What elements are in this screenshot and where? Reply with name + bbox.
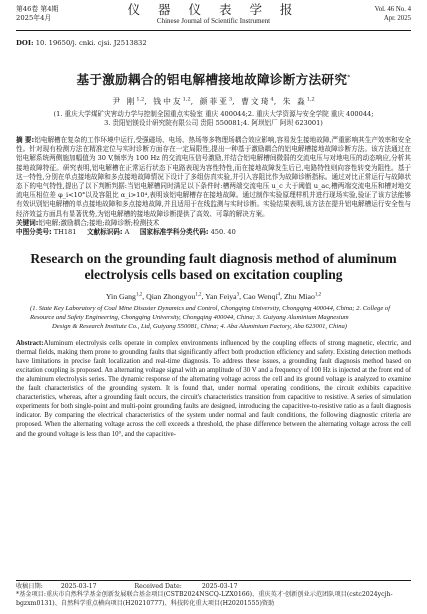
- abstract-cn: [16, 136, 411, 219]
- title-en: [16, 251, 411, 283]
- author-affil-mark: 1,2: [136, 96, 145, 103]
- clc-label: 中图分类号:: [16, 228, 52, 237]
- author-cn: [153, 97, 190, 106]
- footnote: [16, 580, 411, 608]
- affiliation-en-line: (1. State Key Laboratory of Coal Mine Disaster Dynamics and Control, Chongqing University, Chongqing 400044, China;: [30, 305, 355, 313]
- author-name: 曹文琦: [241, 97, 271, 106]
- abstract-cn-text: 铝电解槽在复杂的工作环境中运行,受强磁场、电场、热场等多物理场耦合效应影响,容易发生接地故障,严重影响其生产效率和安全性。针对现有检测方法在精准定位与实时诊断方面存在一定局限性,提出一种基于激励耦合的铝电解槽接地故障诊断方法。该方法通过在铝电解系统两侧施加幅值为 30 V,频率为 100 Hz 的交流电压信号激励,并结合铝电解槽间微弱的交流电压与对地电压的动态响应,分析其接地故障特征。研究表明,铝电解槽在正常运行状态下电路表现为容性特性,而在接地故障发生后已,电路特性则向容性转变为阻性。基于这一特性,分别在单点接地故障和多点接地故障情况下设计了多组仿真实验,并引入容阻比作为故障诊断指标。通过对比正常运行与故障状态下的电气特性,提出了以下判断判据:当铝电解槽同时满足以下条件时:槽两端交流电压 u_c 大于阈值 u_ac,槽两端交流电压和槽对地交流电压相位差 φ_i<10°以及容阻比 α_i>10⁴,表明该铝电解槽存在接地故障。通过制作实验原理样机并进行现场实验,验证了该方法能够有效识别铝电解槽的单点接地故障和多点接地故障,并且适用于在线监测与实时诊断。实验结果表明,该方法在提升铝电解槽运行安全性与经济效益方面具有显著优势,为铝电解槽的接地故障诊断提供了高效、可靠的解决方案。: [16, 136, 411, 218]
- keywords-cn: [16, 219, 411, 228]
- subject-code-label: 国家标准学科分类代码:: [139, 228, 209, 237]
- title-cn-footnote-mark: *: [347, 73, 351, 81]
- journal-name-cn: 仪 器 仪 表 学 报: [127, 2, 300, 17]
- affiliation-cn-line: 3. 贵阳铝镁设计研究院有限公司 贵阳 550081;4. 阿坝铝厂 阿坝 623001): [104, 119, 323, 127]
- date-cn: 2025年4月: [16, 14, 52, 22]
- author-name: Zhu Miao: [283, 292, 315, 302]
- fund-text: 重庆市自然科学基金创新发展联合基金项目(CSTB2024NSCQ-LZX0166)、重庆英才·创新创业示范团队项目(cstc2024ycjh-bgzxm0131)、自然科学重点横向项目(H20210777)、科技转化重大项目(H20201555)资助: [16, 591, 393, 607]
- running-header: [16, 0, 411, 31]
- author-name: 尹 刚: [112, 97, 137, 106]
- received-cn: [16, 583, 115, 590]
- author-affil-mark: 1,2: [314, 292, 322, 298]
- author-affil-mark: 1,2: [182, 96, 191, 103]
- author-cn: [112, 97, 144, 106]
- fund-label: *基金项目:: [16, 591, 46, 599]
- doc-code-label: 文献标识码:: [86, 228, 123, 237]
- doc-code-value: A: [124, 228, 130, 237]
- author-en: [243, 292, 280, 301]
- subject-code-value: 450. 40: [210, 228, 236, 237]
- author-cn: [200, 97, 233, 106]
- author-affil-mark: 3: [236, 292, 240, 298]
- author-affil-mark: 1,2: [135, 292, 143, 298]
- affiliation-en-line: Design & Research Institute Co., Ltd, Guiyang 550081, China; 4. Aba Aluminium Factory, Aba 623001, China): [52, 322, 347, 330]
- author-en: [205, 292, 239, 301]
- author-affil-mark: 3: [228, 96, 233, 103]
- affiliation-cn-line: (1. 重庆大学煤矿灾害动力学与控制全国重点实验室 重庆 400044;2. 重庆大学资源与安全学院 重庆 400044;: [53, 110, 374, 118]
- title-en-line: Research on the grounding fault diagnosis method of aluminum: [30, 251, 397, 267]
- keywords-cn-label: 关键词:: [16, 218, 39, 227]
- journal-name-en: Chinese Journal of Scientific Instrument: [156, 17, 271, 25]
- clc-value: TH181: [53, 228, 77, 237]
- fund-note: [16, 591, 411, 608]
- authors-cn: 尹 刚$^{1,2}$, 钱中友$^{1,2}$, 颜菲亚$^3$, 曹文琦$^4$, 朱 淼$^{1,2}$: [112, 96, 315, 106]
- author-name: Yin Gang: [105, 292, 136, 302]
- author-affil-mark: 4: [270, 96, 274, 103]
- author-name: 颜菲亚: [199, 97, 229, 106]
- keywords-cn-text: 铝电解;激励耦合;接地;故障诊断;检测技术: [38, 218, 160, 227]
- author-name: Yan Feiya: [205, 292, 237, 302]
- volume-cn: 第46卷 第4期: [16, 5, 59, 13]
- affiliations-en: [16, 305, 411, 331]
- author-affil-mark: 1,2: [306, 96, 315, 103]
- classification-cn: [16, 228, 411, 237]
- received-en-value: 2025-03-17: [201, 583, 238, 590]
- author-en: [284, 292, 321, 301]
- abstract-cn-label: 摘 要:: [16, 136, 35, 144]
- received-cn-label: 收稿日期:: [16, 583, 43, 590]
- affiliation-en-line: 2. College of Resource and Safety Engineering, Chongqing University, Chongqing 400044, China; 3. Guiyang Aluminium Magnesium: [30, 305, 391, 322]
- author-name: 钱中友: [153, 97, 183, 106]
- author-name: Cao Wenqi: [243, 292, 278, 302]
- received-en-label: Received Date:: [134, 583, 182, 590]
- abstract-en-label: Abstract:: [16, 339, 44, 347]
- author-affil-mark: 1,2: [195, 292, 202, 298]
- abstract-en: [16, 339, 411, 439]
- doi-line: [16, 39, 411, 47]
- author-cn: [241, 97, 274, 106]
- volume-en: Vol. 46 No. 4: [374, 6, 411, 13]
- received-en: [135, 583, 256, 590]
- author-en: [106, 292, 142, 301]
- title-cn-text: 基于激励耦合的铝电解槽接地故障诊断方法研究: [76, 72, 348, 87]
- author-name: Qian Zhongyou: [146, 292, 196, 302]
- author-en: [146, 292, 201, 301]
- author-name: 朱 淼: [282, 97, 307, 106]
- title-en-line: electrolysis cells based on excitation coupling: [84, 267, 343, 283]
- doi-label: DOI:: [16, 39, 34, 47]
- header-right: [375, 5, 411, 23]
- date-en: Apr. 2025: [383, 15, 411, 22]
- title-cn: [16, 69, 411, 88]
- authors-en: Yin Gang$^{1,2}$, Qian Zhongyou$^{1,2}$, Yan Feiya$^3$, Cao Wenqi$^4$, Zhu Miao$^{1,2}$: [105, 292, 322, 302]
- doi-value: 10. 19650/j. cnki. cjsi. J2513832: [35, 39, 147, 47]
- author-cn: [283, 97, 315, 106]
- journal-name: [16, 3, 411, 26]
- abstract-en-text: Aluminum electrolysis cells operate in complex environments influenced by the coupling effects of strong magnetic, electric, and thermal fields, making them prone to grounding faults that significantly affect both production efficiency and safety. Existing detection methods have limitations in precise fault localization and real-time diagnosis. To address these issues, a grounding fault diagnosis method based on excitation coupling is proposed. An alternating voltage signal with an amplitude of 30 V and a frequency of 100 Hz is injected at the front end of the aluminum electrolysis series. The dynamic response of the alternating voltage across the cell and its ground voltage is analyzed to examine the fault characteristics of the grounding system. It is found that, under normal operating conditions, the circuit exhibits capacitive characteristics, whereas, after a grounding fault occurs, the circuit's characteristics transition from capacitive to resistive. A series of simulation experiments for both single-point and multi-point grounding faults are designed, introducing the capacitive-to-resistive ratio as a fault diagnosis indicator. By comparing the electrical characteristics of the system under normal and fault conditions, the following diagnostic criteria are proposed. When the alternating voltage across the cell exceeds a threshold, the phase difference between the alternating voltage across the cell and the ground voltage is less than 10°, and the capacitive-: [16, 339, 411, 438]
- received-cn-value: 2025-03-17: [60, 583, 97, 590]
- author-affil-mark: 4: [277, 292, 281, 298]
- affiliations-cn: [16, 110, 411, 128]
